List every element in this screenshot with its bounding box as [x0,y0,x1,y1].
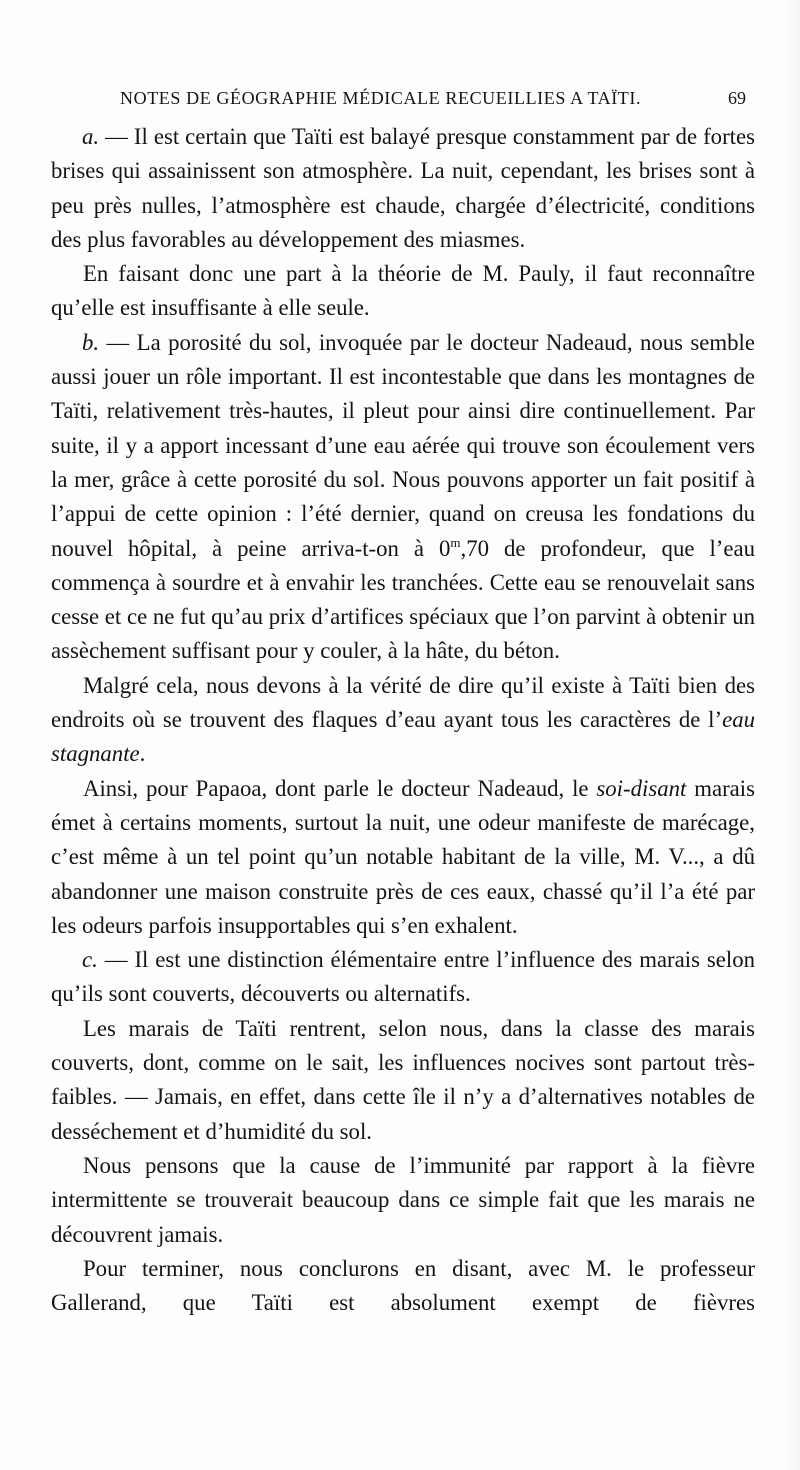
paragraph-papaoa-text: Ainsi, pour Papaoa, dont parle le docteur Nadeaud, le [83,775,597,801]
paragraph-b-text-2: ,70 de profondeur, que l’eau commença à sourdre et à envahir les tranchées. Cette eau se renouvelait sans cesse et ce ne fut qu’au prix d’artifices spéciaux que l’on parvint à obtenir un assèchement suffisant pour y couler, à la hâte, du béton. [51,535,755,664]
paragraph-b [51,326,755,669]
body-text [51,120,755,1320]
paragraph-marais-text: Les marais de Taïti rentrent, selon nous, dans la classe des marais couverts, dont, comme on le sait, les influences nocives sont partout très-faibles. — Jamais, en effet, dans cette île il n’y a d’alternatives notables de desséchement et d’humidité du sol. [51,1015,755,1144]
paragraph-a [51,120,755,257]
paragraph-papaoa [51,772,755,943]
paragraph-c-label: c. [82,947,98,973]
paragraph-marais [51,1012,755,1149]
paragraph-malgre-end: . [139,741,146,767]
paragraph-conclusion [51,1252,755,1321]
page-number: 69 [728,88,746,108]
running-title: NOTES DE GÉOGRAPHIE MÉDICALE RECUEILLIES A TAÏTI. [120,88,642,108]
paragraph-b-label: b. [82,329,100,355]
paragraph-pauly [51,257,755,326]
paragraph-immunite-text: Nous pensons que la cause de l’immunité par rapport à la fièvre intermittente se trouverait beaucoup dans ce simple fait que les marais ne découvrent jamais. [51,1152,755,1247]
paragraph-b-text-1: — La porosité du sol, invoquée par le docteur Nadeaud, nous semble aussi jouer un rôle important. Il est incontestable que dans les montagnes de Taïti, relativement très-hautes, il pleut pour ainsi dire continuellement. Par suite, il y a apport incessant d’une eau aérée qui trouve son écoulement vers la mer, grâce à cette porosité du sol. Nous pouvons apporter un fait positif à l’appui de cette opinion : l’été dernier, quand on creusa les fondations du nouvel hôpital, à peine arriva-t-on à 0 [51,329,755,561]
paragraph-malgre-text: Malgré cela, nous devons à la vérité de dire qu’il existe à Taïti bien des endroits où se trouvent des flaques d’eau ayant tous les caractères de l’ [51,672,755,733]
paragraph-b-superscript: m [450,534,461,550]
paragraph-c-text: — Il est une distinction élémentaire entre l’influence des marais selon qu’ils sont couverts, découverts ou alternatifs. [51,947,755,1007]
paragraph-c [51,943,755,1012]
paragraph-malgre [51,669,755,772]
paragraph-immunite [51,1149,755,1252]
paragraph-papaoa-italic: soi-disant [596,775,687,801]
paragraph-malgre-italic: eau stagnante [51,707,755,767]
paragraph-a-label: a. [82,124,100,149]
paragraph-a-text: — Il est certain que Taïti est balayé presque constamment par de fortes brises qui assainissent son atmosphère. La nuit, cependant, les brises sont à peu près nulles, l’atmosphère est chaude, chargée d’électricité, conditions des plus favorables au développement des miasmes. [51,124,755,252]
paragraph-conclusion-text: Pour terminer, nous conclurons en disant, avec M. le professeur Gallerand, que Taïti est absolument exempt de fièvres [51,1255,755,1316]
page-edge-shadow [788,0,800,1470]
paragraph-papaoa-end: marais émet à certains moments, surtout la nuit, une odeur manifeste de marécage, c’est même à un tel point qu’un notable habitant de la ville, M. V..., a dû abandonner une maison construite près de ces eaux, chassé qu’il l’a été par les odeurs parfois insupportables qui s’en exhalent. [51,775,755,938]
paragraph-pauly-text: En faisant donc une part à la théorie de M. Pauly, il faut reconnaître qu’elle est insuffisante à elle seule. [51,261,755,321]
